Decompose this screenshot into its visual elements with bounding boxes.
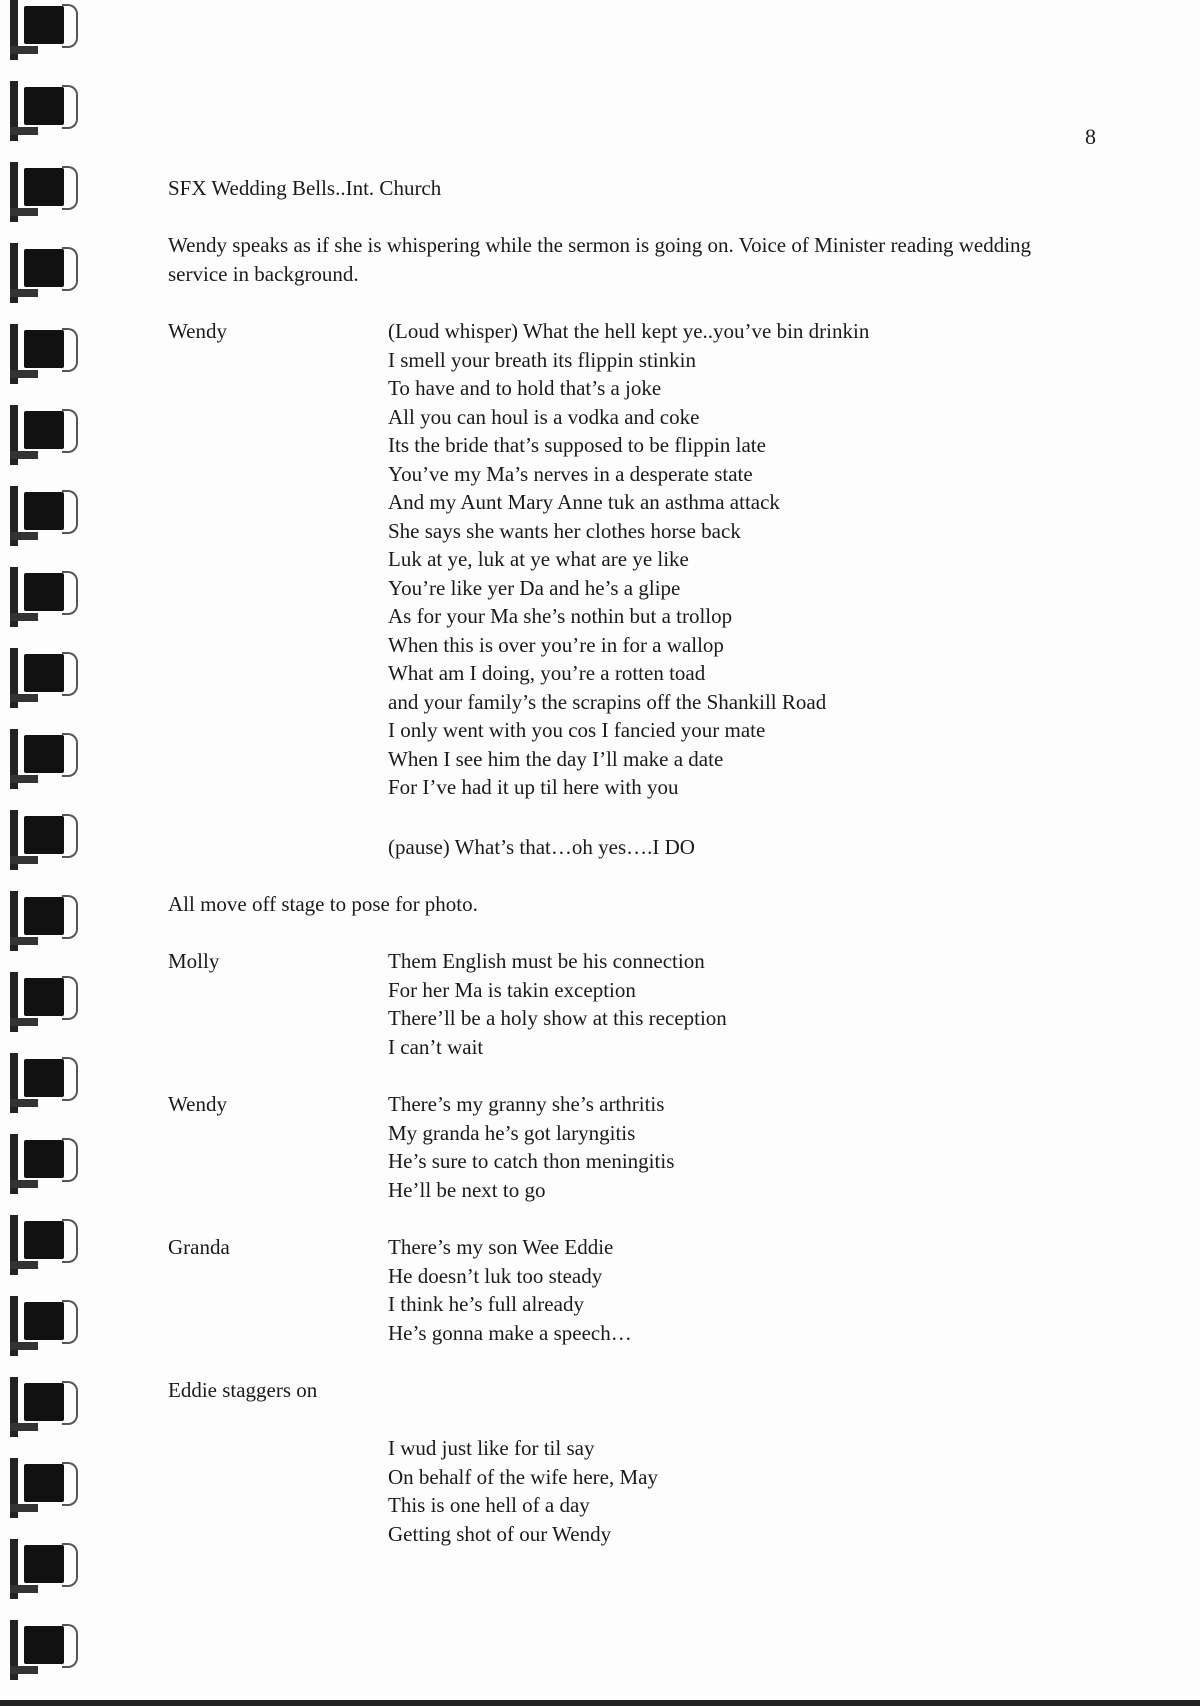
binding-block [24,654,64,692]
dialogue-line: He’s gonna make a speech… [388,1320,632,1345]
dialogue-line: I only went with you cos I fancied your mate [388,718,766,742]
stage-direction-photo: All move off stage to pose for photo. [168,892,478,916]
binding-ring [62,85,78,129]
binding-ring [62,4,78,48]
binding-stub [10,1099,38,1107]
dialogue-line: Getting shot of our Wendy [388,1521,612,1546]
binding-block [24,1221,64,1259]
binding-block [24,1626,64,1664]
dialogue-line: She says she wants her clothes horse back [388,518,741,543]
dialogue-line: You’ve my Ma’s nerves in a desperate state [388,461,753,486]
binding-tab [10,405,68,465]
dialogue-wendy-1 [388,317,869,802]
binding-ring [62,1624,78,1668]
dialogue-line: (Loud whisper) What the hell kept ye..you’ve bin drinkin [388,319,870,343]
binding-tab [10,324,68,384]
binding-tab [10,243,68,303]
binding-tab [10,162,68,222]
page-bottom-edge [0,1700,1200,1706]
binding-tab [10,1539,68,1599]
binding-block [24,1464,64,1502]
dialogue-line: There’ll be a holy show at this reception [388,1006,727,1030]
stage-direction-eddie: Eddie staggers on [168,1378,318,1402]
page-number: 8 [1085,124,1096,149]
binding-ring [62,328,78,372]
dialogue-line: I think he’s full already [388,1292,584,1316]
binding-ring [62,652,78,696]
dialogue-pause-line: (pause) What’s that…oh yes….I DO [388,835,695,859]
dialogue-line: What am I doing, you’re a rotten toad [388,661,706,685]
binding-block [24,249,64,287]
dialogue-line: You’re like yer Da and he’s a glipe [388,575,681,600]
binding-block [24,816,64,854]
binding-tab [10,0,68,60]
dialogue-line: Luk at ye, luk at ye what are ye like [388,547,689,571]
binding-block [24,168,64,206]
dialogue-line: As for your Ma she’s nothin but a trollop [388,604,733,628]
dialogue-molly [388,947,727,1061]
binding-ring [62,814,78,858]
dialogue-line: He’ll be next to go [388,1177,546,1202]
dialogue-line: I can’t wait [388,1034,484,1059]
binding-ring [62,1138,78,1182]
binding-block [24,411,64,449]
binding-tab [10,1134,68,1194]
binding-tab [10,1458,68,1518]
binding-block [24,1383,64,1421]
binding-block [24,897,64,935]
dialogue-line: For I’ve had it up til here with you [388,775,679,799]
dialogue-granda [388,1233,632,1347]
binding-stub [10,1504,38,1512]
binding-stub [10,1180,38,1188]
spiral-binding [0,0,90,1706]
binding-tab [10,1620,68,1680]
binding-stub [10,451,38,459]
dialogue-line: Its the bride that’s supposed to be flippin late [388,433,766,457]
dialogue-line: When this is over you’re in for a wallop [388,632,724,657]
binding-ring [62,1300,78,1344]
binding-stub [10,127,38,135]
binding-block [24,1140,64,1178]
binding-stub [10,856,38,864]
binding-tab [10,810,68,870]
binding-ring [62,1381,78,1425]
dialogue-line: And my Aunt Mary Anne tuk an asthma attack [388,490,780,514]
dialogue-eddie [388,1434,658,1548]
binding-block [24,978,64,1016]
binding-ring [62,976,78,1020]
binding-tab [10,1053,68,1113]
dialogue-line: To have and to hold that’s a joke [388,376,662,400]
binding-block [24,735,64,773]
dialogue-line: I smell your breath its flippin stinkin [388,347,696,372]
dialogue-line: There’s my son Wee Eddie [388,1235,614,1259]
binding-ring [62,733,78,777]
binding-stub [10,1261,38,1269]
scene-heading: SFX Wedding Bells..Int. Church [168,176,442,200]
binding-ring [62,895,78,939]
binding-block [24,6,64,44]
binding-block [24,1059,64,1097]
binding-stub [10,208,38,216]
dialogue-line: He’s sure to catch thon meningitis [388,1149,675,1173]
binding-stub [10,937,38,945]
dialogue-line: My granda he’s got laryngitis [388,1120,636,1145]
binding-block [24,330,64,368]
binding-stub [10,289,38,297]
binding-ring [62,571,78,615]
binding-tab [10,891,68,951]
binding-block [24,87,64,125]
binding-stub [10,775,38,783]
binding-tab [10,567,68,627]
speaker-granda: Granda [168,1235,230,1259]
binding-tab [10,729,68,789]
binding-stub [10,613,38,621]
binding-ring [62,247,78,291]
binding-tab [10,486,68,546]
binding-stub [10,1666,38,1674]
binding-tab [10,81,68,141]
binding-ring [62,166,78,210]
binding-ring [62,1543,78,1587]
binding-stub [10,1018,38,1026]
binding-stub [10,1342,38,1350]
dialogue-line: He doesn’t luk too steady [388,1263,603,1288]
binding-stub [10,370,38,378]
dialogue-line: For her Ma is takin exception [388,977,636,1002]
binding-block [24,573,64,611]
binding-tab [10,1377,68,1437]
binding-ring [62,1219,78,1263]
binding-stub [10,46,38,54]
stage-direction-whisper: Wendy speaks as if she is whispering while the sermon is going on. Voice of Minister reading wedding service in background. [168,233,1032,286]
speaker-wendy: Wendy [168,319,227,343]
binding-stub [10,532,38,540]
speaker-molly: Molly [168,949,220,973]
dialogue-line: All you can houl is a vodka and coke [388,404,700,429]
binding-ring [62,490,78,534]
dialogue-line: This is one hell of a day [388,1493,590,1517]
binding-stub [10,694,38,702]
dialogue-line: and your family’s the scrapins off the Shankill Road [388,689,827,714]
binding-block [24,1545,64,1583]
dialogue-wendy-2 [388,1090,674,1204]
speaker-wendy: Wendy [168,1092,227,1116]
binding-block [24,492,64,530]
dialogue-line: On behalf of the wife here, May [388,1464,658,1489]
dialogue-line: When I see him the day I’ll make a date [388,746,724,771]
binding-tab [10,1296,68,1356]
dialogue-line: There’s my granny she’s arthritis [388,1092,665,1116]
dialogue-line: Them English must be his connection [388,949,705,973]
binding-block [24,1302,64,1340]
binding-stub [10,1423,38,1431]
binding-ring [62,409,78,453]
binding-tab [10,1215,68,1275]
binding-ring [62,1057,78,1101]
binding-tab [10,648,68,708]
binding-stub [10,1585,38,1593]
binding-tab [10,972,68,1032]
dialogue-line: I wud just like for til say [388,1436,595,1460]
binding-ring [62,1462,78,1506]
